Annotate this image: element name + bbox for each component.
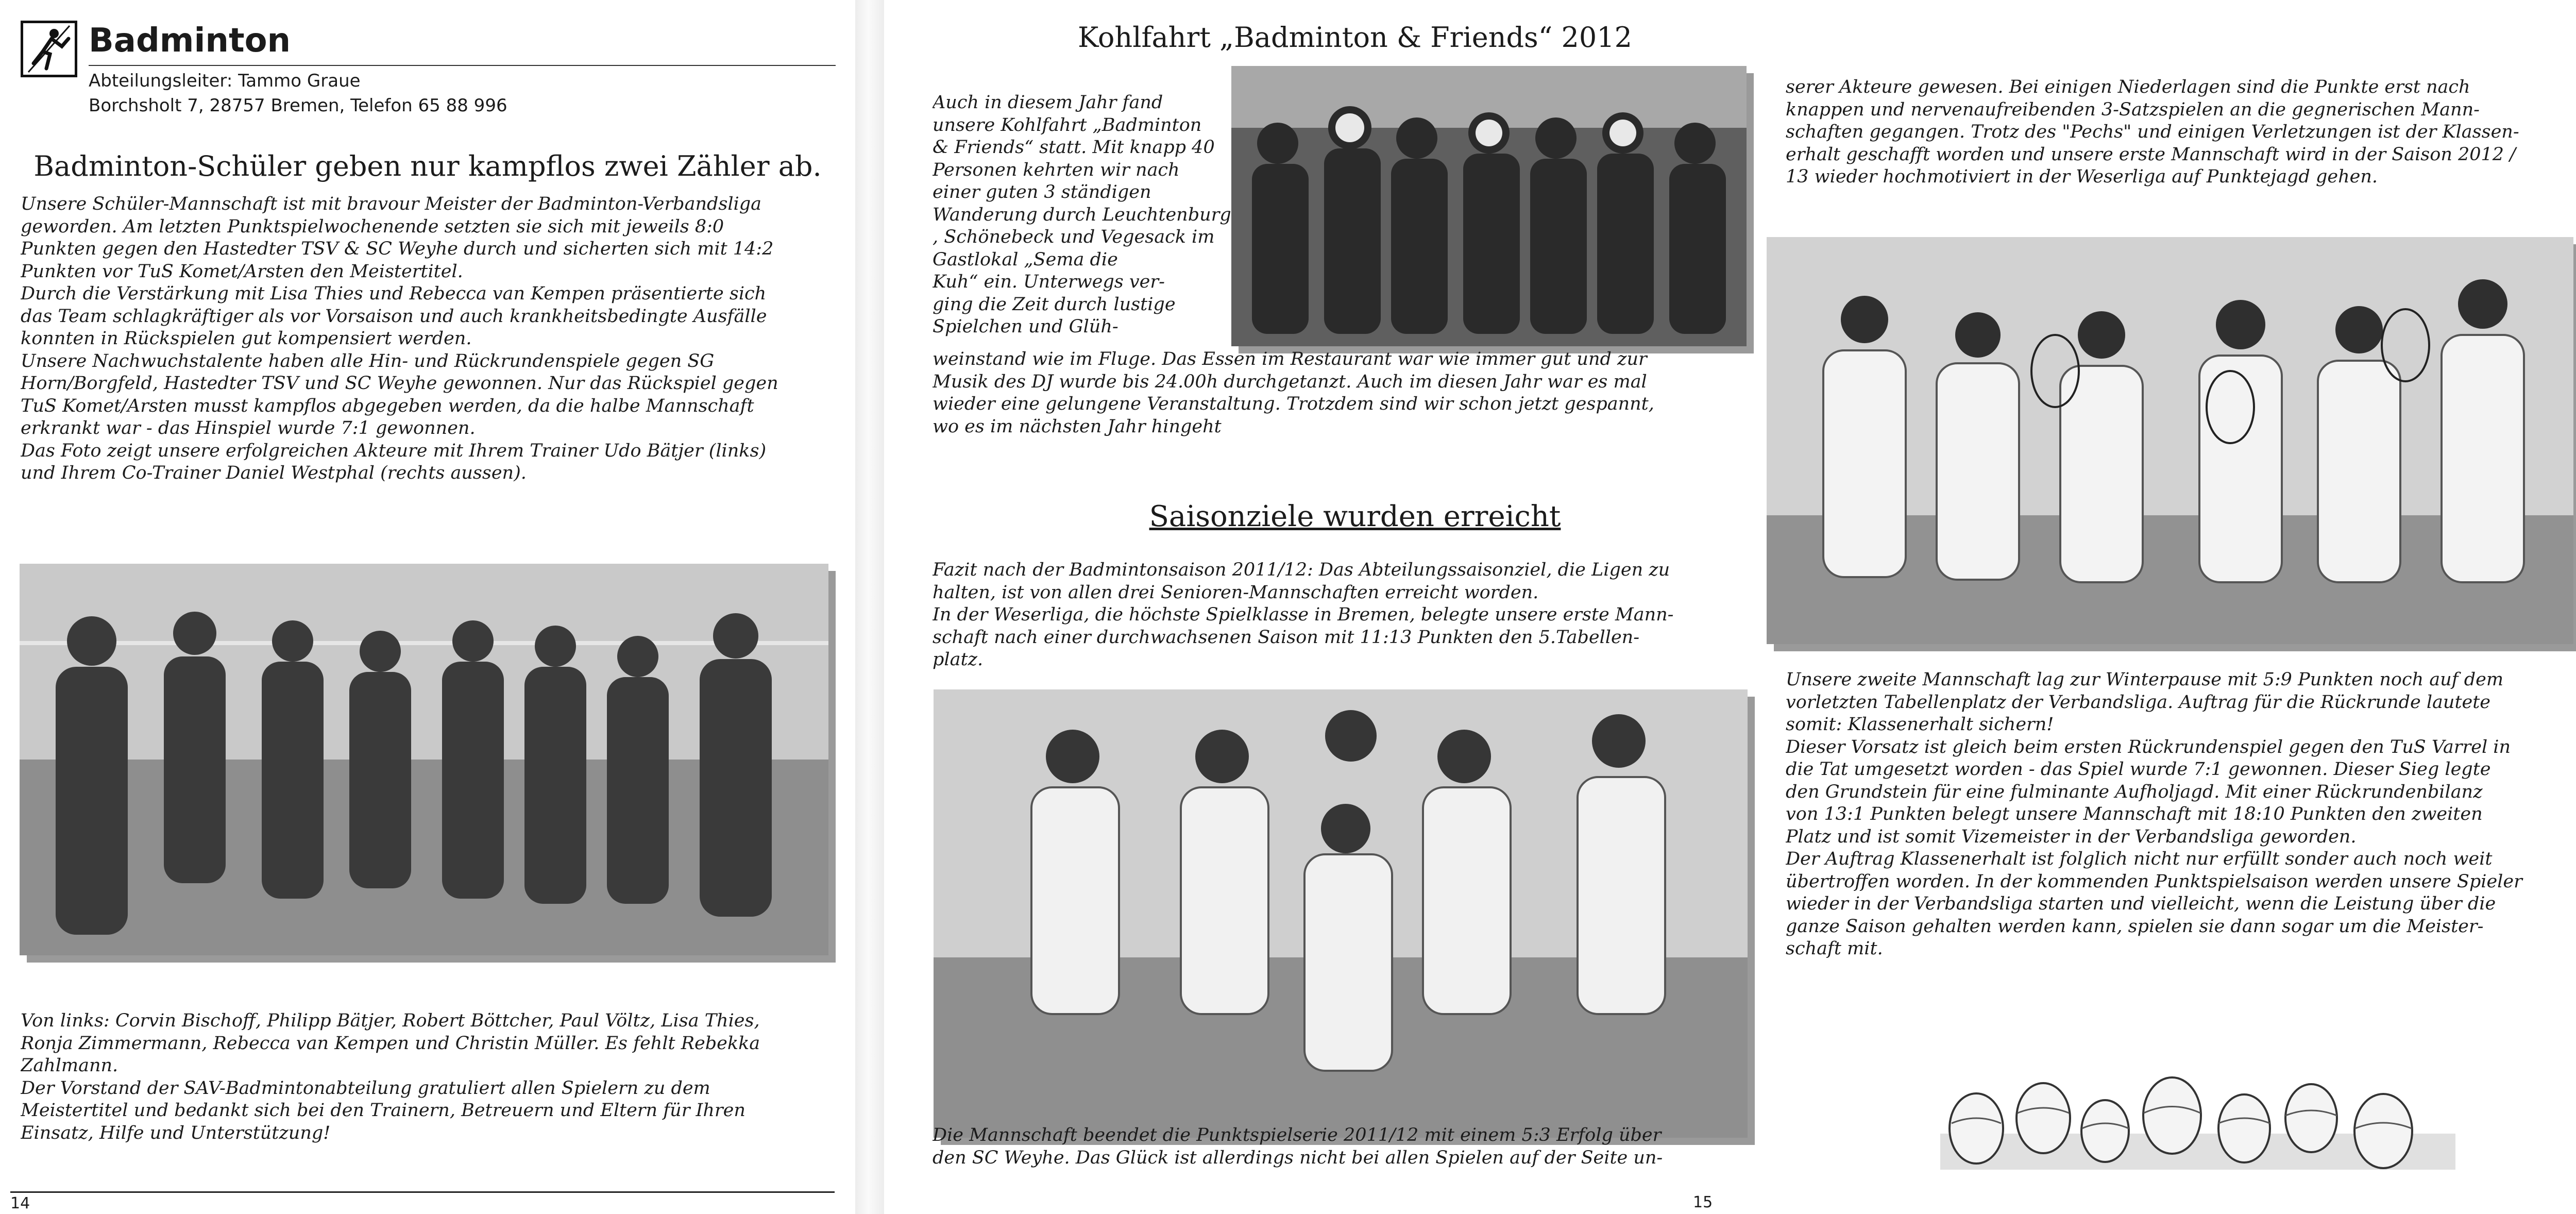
first-team-photo bbox=[934, 689, 1748, 1138]
easter-eggs-illustration bbox=[1940, 1067, 2455, 1175]
kohlfahrt-text-wrap: Auch in diesem Jahr fand unsere Kohlfahrt „Badminton & Friends“ statt. Mit knapp 40 Personen kehrten wir nach einer guten 3 ständigen Wanderung durch Leuchtenburg , Schönebeck und Vegesack im Gastlokal „Sema die Kuh“ ein. Unterwegs ver- ging die Zeit durch lustige Spielchen und Glüh- bbox=[933, 92, 1231, 337]
kohlfahrt-text-full: weinstand wie im Fluge. Das Essen im Restaurant war wie immer gut und zur Musik des DJ wurde bis 24.00h durchgetanzt. Auch im diesen Jahr war es mal wieder eine gelungene Veranstaltung. Trotzdem sind wir schon jetzt gespannt, wo es im nächsten Jahr hingeht bbox=[933, 349, 1654, 437]
page-number-right: 15 bbox=[1693, 1193, 1713, 1211]
page-14 bbox=[0, 0, 855, 1214]
page-number: 14 bbox=[10, 1194, 30, 1212]
saisonziele-continuation: Die Mannschaft beendet die Punktspielserie 2011/12 mit einem 5:3 Erfolg über den SC Weyhe. Das Glück ist allerdings nicht bei allen Spielen auf der Seite un- bbox=[933, 1125, 1663, 1168]
department-divider bbox=[89, 65, 836, 66]
column3-top-text: serer Akteure gewesen. Bei einigen Niederlagen sind die Punkte erst nach knappen und nervenaufreibenden 3-Satzspielen an die gegnerischen Mann- schaften gegangen. Trotz des "Pechs" und einigen Verletzungen ist der Klassen- erhalt geschafft worden und unsere erste Mannschaft wird in der Saison 2012 / 13 wieder hochmotiviert in der Weserliga auf Punktejagd gehen. bbox=[1786, 77, 2519, 187]
badminton-logo-icon bbox=[21, 21, 77, 77]
youth-photo-caption: Von links: Corvin Bischoff, Philipp Bätjer, Robert Böttcher, Paul Völtz, Lisa Thies, Ronja Zimmermann, Rebecca van Kempen und Christin Müller. Es fehlt Rebekka Zahlmann. Der Vorstand der SAV-Badmintonabteilung gratuliert allen Spielern zu dem Meistertitel und bedankt sich bei den Trainern, Betreuern und Eltern für Ihren Einsatz, Hilfe und Unterstützung! bbox=[21, 1010, 760, 1143]
saisonziele-text: Fazit nach der Badmintonsaison 2011/12: Das Abteilungssaisonziel, die Ligen zu halten, ist von allen drei Senioren-Mannschaften erreicht worden. In der Weserliga, die höchste Spielklasse in Bremen, belegte unsere erste Mann- schaft nach einer durchwachsenen Saison mit 11:13 Punkten den 5.Tabellen- platz. bbox=[933, 560, 1674, 670]
page-gutter bbox=[855, 0, 884, 1214]
second-team-photo bbox=[1767, 237, 2573, 644]
kohlfahrt-group-photo bbox=[1231, 66, 1747, 346]
saisonziele-title: Saisonziele wurden erreicht bbox=[1149, 500, 1561, 533]
department-title: Badminton bbox=[89, 22, 291, 60]
column3-bottom-text: Unsere zweite Mannschaft lag zur Winterpause mit 5:9 Punkten noch auf dem vorletzten Tabellenplatz der Verbandsliga. Auftrag für die Rückrunde lautete somit: Klassenerhalt sichern! Dieser Vorsatz ist gleich beim ersten Rückrundenspiel gegen den TuS Varrel in die Tat umgesetzt worden - das Spiel wurde 7:1 gewonnen. Dieser Sieg legte den Grundstein für eine fulminante Aufholjagd. Mit einer Rückrundenbilanz von 13:1 Punkten belegt unsere Mannschaft mit 18:10 Punkten den zweiten Platz und ist somit Vizemeister in der Verbandsliga geworden. Der Auftrag Klassenerhalt ist folglich nicht nur erfüllt sonder auch noch weit übertroffen worden. In der kommenden Punktspielsaison werden unsere Spieler wieder in der Verbandsliga starten und vielleicht, wenn die Leistung über die ganze Saison gehalten werden kann, spielen sie dann sogar um die Meister- schaft mit. bbox=[1786, 669, 2522, 959]
youth-article-text: Unsere Schüler-Mannschaft ist mit bravour Meister der Badminton-Verbandsliga geworden. Am letzten Punktspielwochenende setzten sie sich mit jeweils 8:0 Punkten gegen den Hastedter TSV & SC Weyhe durch und sicherten sich mit 14:2 Punkten vor TuS Komet/Arsten den Meistertitel. Durch die Verstärkung mit Lisa Thies und Rebecca van Kempen präsentierte sich das Team schlagkräftiger als vor Vorsaison und auch krankheitsbedingte Ausfälle konnten in Rückspielen gut kompensiert werden. Unsere Nachwuchstalente haben alle Hin- und Rückrundenspiele gegen SG Horn/Borgfeld, Hastedter TSV und SC Weyhe gewonnen. Nur das Rückspiel gegen TuS Komet/Arsten musst kampflos abgegeben werden, da die halbe Mannschaft erkrankt war - das Hinspiel wurde 7:1 gewonnen. Das Foto zeigt unsere erfolgreichen Akteure mit Ihrem Trainer Udo Bätjer (links) und Ihrem Co-Trainer Daniel Westphal (rechts aussen). bbox=[21, 194, 778, 483]
department-address: Borchsholt 7, 28757 Bremen, Telefon 65 88 996 bbox=[89, 95, 507, 116]
youth-team-photo bbox=[20, 564, 828, 955]
page-15 bbox=[884, 0, 2576, 1214]
kohlfahrt-title: Kohlfahrt „Badminton & Friends“ 2012 bbox=[1078, 21, 1632, 54]
department-head: Abteilungsleiter: Tammo Graue bbox=[89, 71, 361, 91]
article-headline: Badminton-Schüler geben nur kampflos zwei Zähler ab. bbox=[33, 150, 822, 182]
footer-rule bbox=[10, 1191, 835, 1193]
